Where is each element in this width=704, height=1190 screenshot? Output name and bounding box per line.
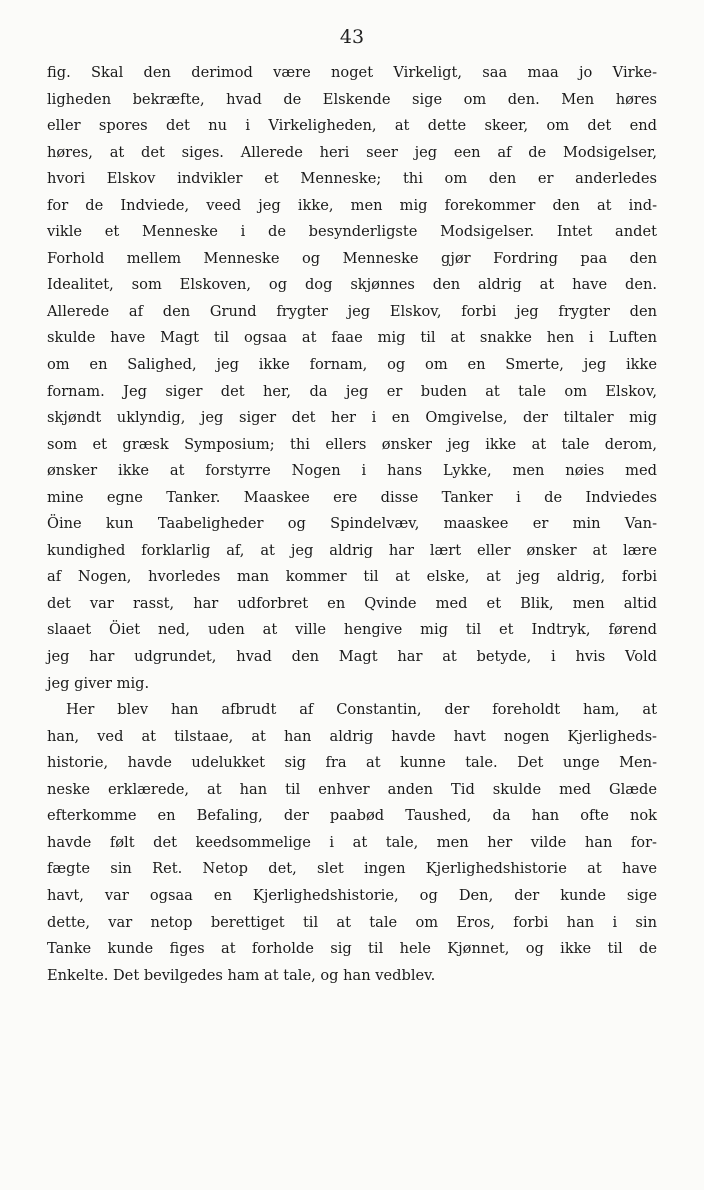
text-line: hvori Elskov indvikler et Menneske; thi om den er anderledes (47, 170, 657, 188)
text-line: Idealitet, som Elskoven, og dog skjønnes den aldrig at have den. (47, 276, 657, 294)
paragraph-1 (47, 60, 657, 697)
text-line: dette, var netop berettiget til at tale om Eros, forbi han i sin (47, 913, 657, 931)
paragraph-2 (47, 697, 657, 989)
text-line: af Nogen, hvorledes man kommer til at elske, at jeg aldrig, forbi (47, 568, 657, 586)
text-line: havde følt det keedsommelige i at tale, men her vilde han for- (47, 833, 657, 851)
text-line: eller spores det nu i Virkeligheden, at dette skeer, om det end (47, 117, 657, 135)
text-line: Her blev han afbrudt af Constantin, der foreholdt ham, at (66, 701, 657, 719)
text-line: mine egne Tanker. Maaskee ere disse Tanker i de Indviedes (47, 488, 657, 506)
text-line: det var rasst, har udforbret en Qvinde med et Blik, men altid (47, 594, 657, 612)
text-line: høres, at det siges. Allerede heri seer jeg een af de Modsigelser, (47, 143, 657, 161)
text-line: fornam. Jeg siger det her, da jeg er buden at tale om Elskov, (47, 382, 657, 400)
text-line: vikle et Menneske i de besynderligste Modsigelser. Intet andet (47, 223, 657, 241)
page-number: 43 (339, 26, 365, 48)
text-line: for de Indviede, veed jeg ikke, men mig forekommer den at ind- (47, 196, 657, 214)
text-line: Enkelte. Det bevilgedes ham at tale, og han vedblev. (47, 966, 436, 984)
text-line: Tanke kunde figes at forholde sig til hele Kjønnet, og ikke til de (47, 940, 657, 958)
text-line: havt, var ogsaa en Kjerlighedshistorie, og Den, der kunde sige (47, 886, 657, 904)
text-line: fægte sin Ret. Netop det, slet ingen Kjerlighedshistorie at have (47, 860, 657, 878)
text-line: jeg giver mig. (47, 674, 150, 692)
text-line: han, ved at tilstaae, at han aldrig havde havt nogen Kjerligheds- (47, 727, 657, 745)
text-line: fig. Skal den derimod være noget Virkeligt, saa maa jo Virke- (47, 64, 657, 81)
text-line: efterkomme en Befaling, der paabød Taushed, da han ofte nok (47, 807, 657, 825)
text-line: slaaet Öiet ned, uden at ville hengive mig til et Indtryk, førend (47, 621, 657, 639)
text-line: ønsker ikke at forstyrre Nogen i hans Lykke, men nøies med (47, 462, 657, 480)
text-line: kundighed forklarlig af, at jeg aldrig har lært eller ønsker at lære (47, 541, 657, 559)
text-line: ligheden bekræfte, hvad de Elskende sige om den. Men høres (47, 90, 657, 108)
text-line: Forhold mellem Menneske og Menneske gjør Fordring paa den (47, 249, 657, 267)
text-line: jeg har udgrundet, hvad den Magt har at betyde, i hvis Vold (47, 648, 657, 666)
text-line: Öine kun Taabeligheder og Spindelvæv, maaskee er min Van- (47, 515, 657, 533)
text-line: Allerede af den Grund frygter jeg Elskov, forbi jeg frygter den (47, 302, 657, 320)
text-line: historie, havde udelukket sig fra at kunne tale. Det unge Men- (47, 754, 657, 772)
text-line: skjøndt uklyndig, jeg siger det her i en Omgivelse, der tiltaler mig (47, 409, 657, 427)
text-line: skulde have Magt til ogsaa at faae mig til at snakke hen i Luften (47, 329, 657, 347)
text-line: som et græsk Symposium; thi ellers ønsker jeg ikke at tale derom, (47, 435, 657, 453)
text-line: om en Salighed, jeg ikke fornam, og om en Smerte, jeg ikke (47, 356, 657, 374)
text-line: neske erklærede, at han til enhver anden Tid skulde med Glæde (47, 780, 657, 798)
body-text (47, 60, 657, 989)
